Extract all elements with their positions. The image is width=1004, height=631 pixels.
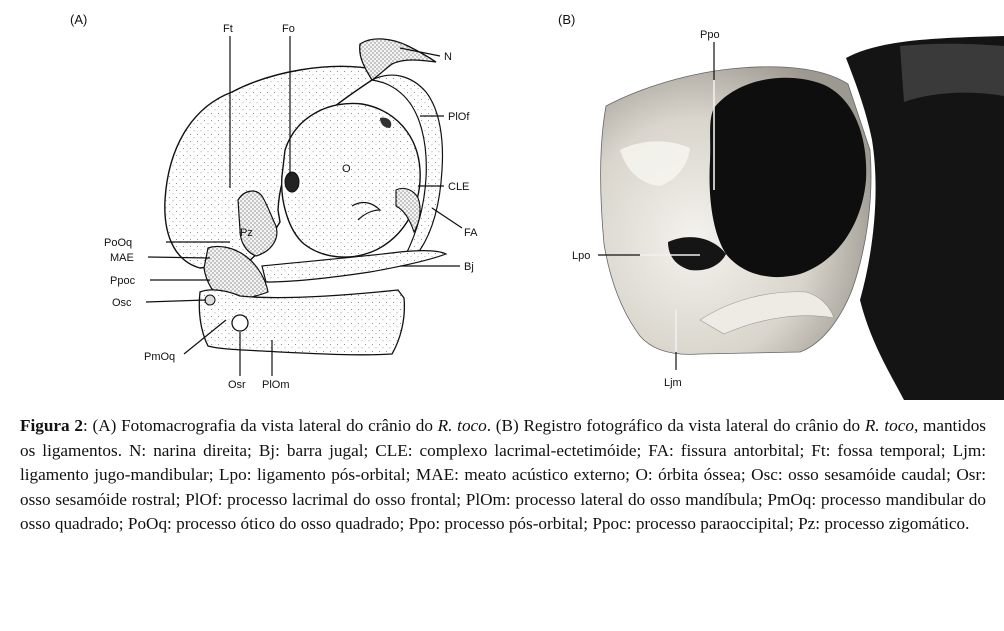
label-plof: PlOf	[448, 111, 470, 123]
label-fo: Fo	[282, 23, 295, 35]
fo-shape	[285, 172, 299, 192]
label-pz: Pz	[240, 227, 253, 239]
panel-b	[558, 12, 1004, 400]
label-osc: Osc	[112, 297, 132, 309]
panel-b-tag: (B)	[558, 12, 576, 27]
label-bj: Bj	[464, 261, 474, 273]
caption-species-2: R. toco	[864, 416, 914, 435]
label-lpo: Lpo	[572, 250, 591, 262]
panel-a	[70, 12, 478, 391]
label-fa: FA	[464, 227, 478, 239]
label-o: O	[342, 163, 351, 175]
label-osr: Osr	[228, 379, 246, 391]
label-mae: MAE	[110, 252, 134, 264]
label-plom: PlOm	[262, 379, 290, 391]
orbit	[282, 103, 420, 257]
caption-species-1: R. toco	[437, 416, 487, 435]
osr-shape	[232, 315, 248, 331]
label-ljm: Ljm	[664, 377, 682, 389]
caption-figure-label: Figura 2	[20, 416, 83, 435]
label-pmoq: PmOq	[144, 351, 176, 363]
label-ppoc: Ppoc	[110, 275, 136, 287]
caption-text-3: , mantidos os ligamentos. N: narina direita; Bj: barra jugal; CLE: complexo lacrimal-ectetimóide; FA: fissura antorbital; Ft: fossa temporal; Ljm: ligamento jugo-mandibular; Lpo: ligamento pós-orbital; MAE: meato acústico externo; O: órbita óssea; Osc: osso sesamóide caudal; Osr: osso sesamóide rostral; PlOf: processo lacrimal do osso frontal; PlOm: processo lateral do osso mandíbula; PmOq: processo mandibular do osso quadrado; PoOq: processo ótico do osso quadrado; Ppo: processo pós-orbital; Ppoc: processo paraoccipital; Pz: processo zigomático.	[20, 416, 986, 534]
mandible	[199, 290, 404, 355]
figure-caption	[20, 414, 986, 537]
label-pooq: PoOq	[104, 237, 133, 249]
caption-text-1: : (A) Fotomacrografia da vista lateral do crânio do	[82, 416, 438, 435]
leader-fa	[432, 208, 462, 228]
panel-a-tag: (A)	[70, 12, 88, 27]
label-ft: Ft	[223, 23, 233, 35]
label-n: N	[444, 51, 452, 63]
label-cle: CLE	[448, 181, 470, 193]
narina-shape	[360, 39, 436, 80]
osc-shape	[205, 295, 215, 305]
leader-osc	[146, 300, 206, 302]
caption-text-2: . (B) Registro fotográfico da vista lateral do crânio do	[486, 416, 865, 435]
label-ppo: Ppo	[700, 29, 720, 41]
